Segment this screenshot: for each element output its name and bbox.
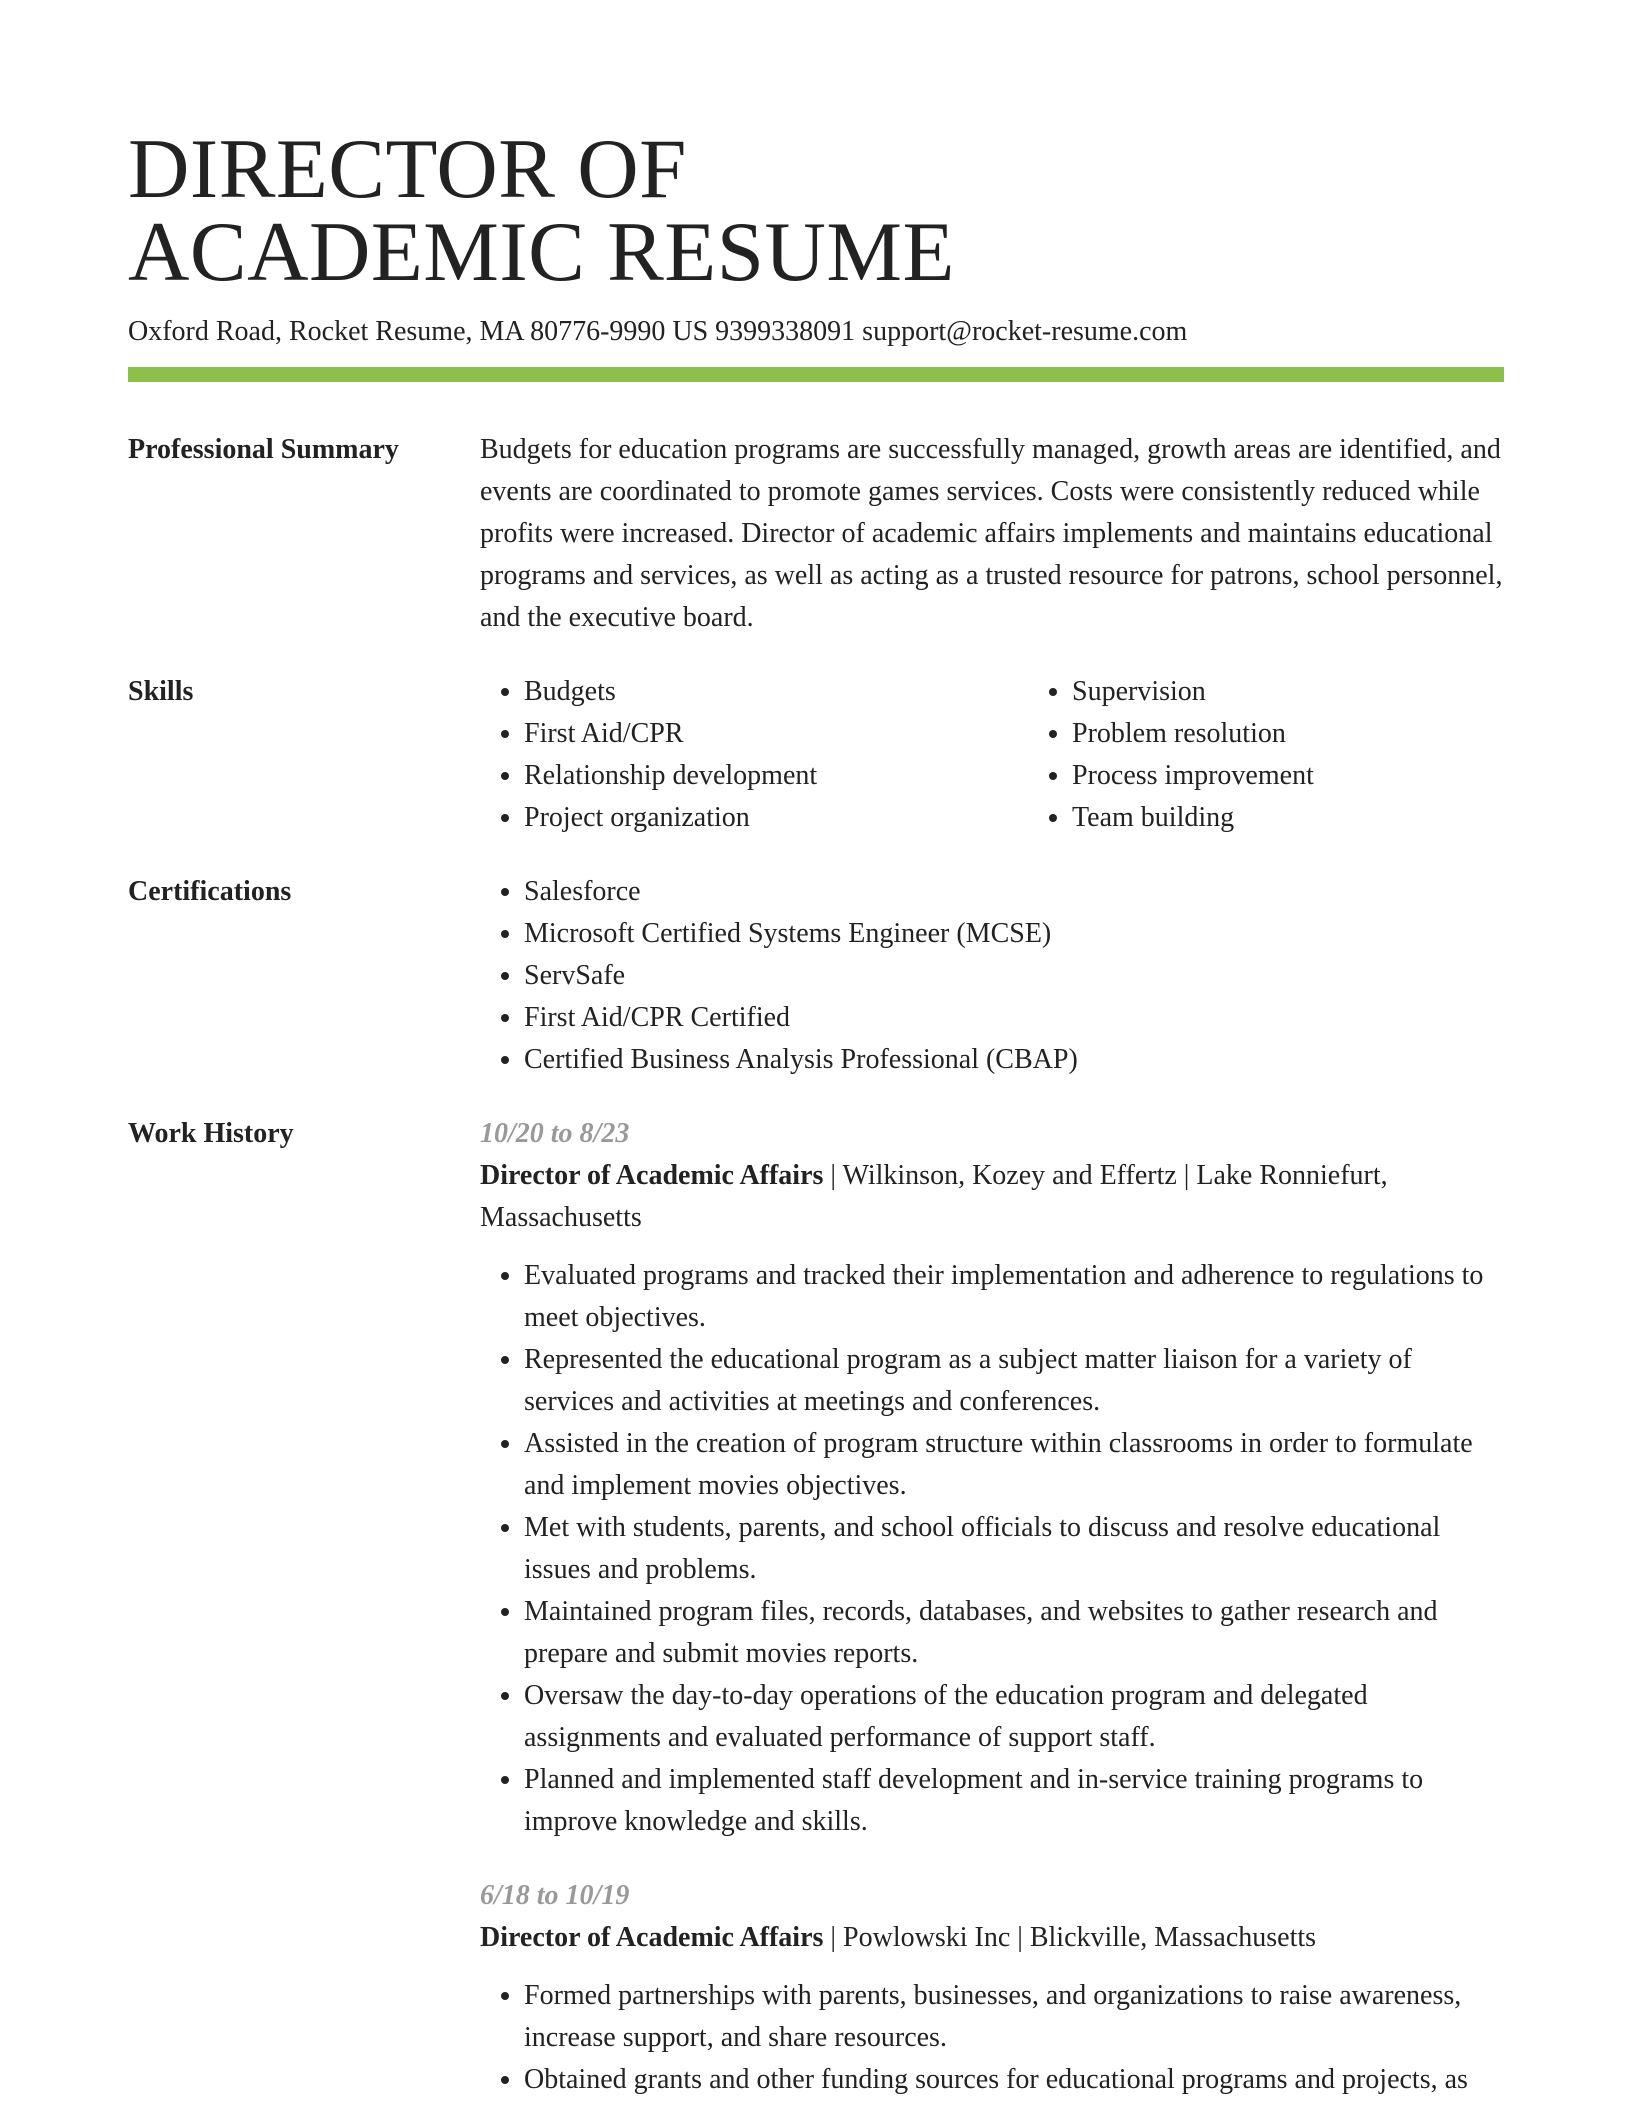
job-date: 6/18 to 10/19	[480, 1880, 630, 1911]
job-title: Director of Academic Affairs	[480, 1922, 824, 1953]
skills-list-col2	[1028, 671, 1576, 839]
certification-item: • First Aid/CPR Certified	[524, 997, 1504, 1039]
skill-item: • Project organization	[524, 797, 1028, 839]
certifications-list	[480, 871, 1504, 1081]
certifications-section	[128, 871, 1504, 1081]
job-bullets	[480, 1255, 1504, 1843]
skill-item: • Process improvement	[1072, 755, 1576, 797]
contact-info: Oxford Road, Rocket Resume, MA 80776-9990 US 9399338091 support@rocket-resume.com	[128, 316, 1188, 347]
skill-item: • Team building	[1072, 797, 1576, 839]
section-label-skills: Skills	[128, 676, 194, 707]
section-label-certifications: Certifications	[128, 876, 292, 907]
job-bullet: • Maintained program files, records, databases, and websites to gather research and prepare and submit movies reports.	[524, 1591, 1504, 1675]
section-label-work-history: Work History	[128, 1118, 294, 1149]
summary-section	[128, 429, 1504, 639]
title-line-2: ACADEMIC RESUME	[128, 205, 955, 299]
skill-item: • Relationship development	[524, 755, 1028, 797]
resume-title	[128, 122, 1504, 299]
job-heading	[480, 1917, 1504, 1959]
skill-item: • Problem resolution	[1072, 713, 1576, 755]
section-label-summary: Professional Summary	[128, 434, 399, 465]
job-bullet: • Met with students, parents, and school officials to discuss and resolve educational issues and problems.	[524, 1507, 1504, 1591]
work-history-section	[128, 1113, 1504, 2101]
job-bullet: • Planned and implemented staff development and in-service training programs to improve knowledge and skills.	[524, 1759, 1504, 1843]
job-details: | Powlowski Inc | Blickville, Massachusetts	[823, 1922, 1317, 1953]
job-heading	[480, 1155, 1504, 1239]
header-divider	[128, 367, 1504, 382]
job-title: Director of Academic Affairs	[480, 1160, 824, 1191]
job-bullet: • Formed partnerships with parents, businesses, and organizations to raise awareness, increase support, and share resources.	[524, 1975, 1504, 2059]
certification-item: • Microsoft Certified Systems Engineer (MCSE)	[524, 913, 1504, 955]
skill-item: • Supervision	[1072, 671, 1576, 713]
job-entry	[480, 1875, 1504, 2101]
certification-item: • ServSafe	[524, 955, 1504, 997]
job-bullet: • Represented the educational program as a subject matter liaison for a variety of services and activities at meetings and conferences.	[524, 1339, 1504, 1423]
skills-list-col1	[480, 671, 1028, 839]
skill-item: • Budgets	[524, 671, 1028, 713]
job-bullets	[480, 1975, 1504, 2101]
summary-text: Budgets for education programs are successfully managed, growth areas are identified, and events are coordinated to promote games services. Costs were consistently reduced while profits were increased. Director of academic affairs implements and maintains educational programs and services, as well as acting as a trusted resource for patrons, school personnel, and the executive board.	[480, 434, 1503, 633]
job-date: 10/20 to 8/23	[480, 1118, 630, 1149]
job-entry	[480, 1113, 1504, 1843]
job-bullet: • Obtained grants and other funding sources for educational programs and projects, as	[524, 2059, 1504, 2101]
job-bullet: • Assisted in the creation of program structure within classrooms in order to formulate and implement movies objectives.	[524, 1423, 1504, 1507]
certification-item: • Salesforce	[524, 871, 1504, 913]
job-details: | Wilkinson, Kozey and Effertz | Lake Ronniefurt, Massachusetts	[480, 1160, 1388, 1233]
skill-item: • First Aid/CPR	[524, 713, 1028, 755]
certification-item: • Certified Business Analysis Professional (CBAP)	[524, 1039, 1504, 1081]
job-bullet: • Evaluated programs and tracked their implementation and adherence to regulations to meet objectives.	[524, 1255, 1504, 1339]
title-line-1: DIRECTOR OF	[128, 122, 687, 216]
skills-section	[128, 671, 1504, 839]
job-bullet: • Oversaw the day-to-day operations of the education program and delegated assignments and evaluated performance of support staff.	[524, 1675, 1504, 1759]
